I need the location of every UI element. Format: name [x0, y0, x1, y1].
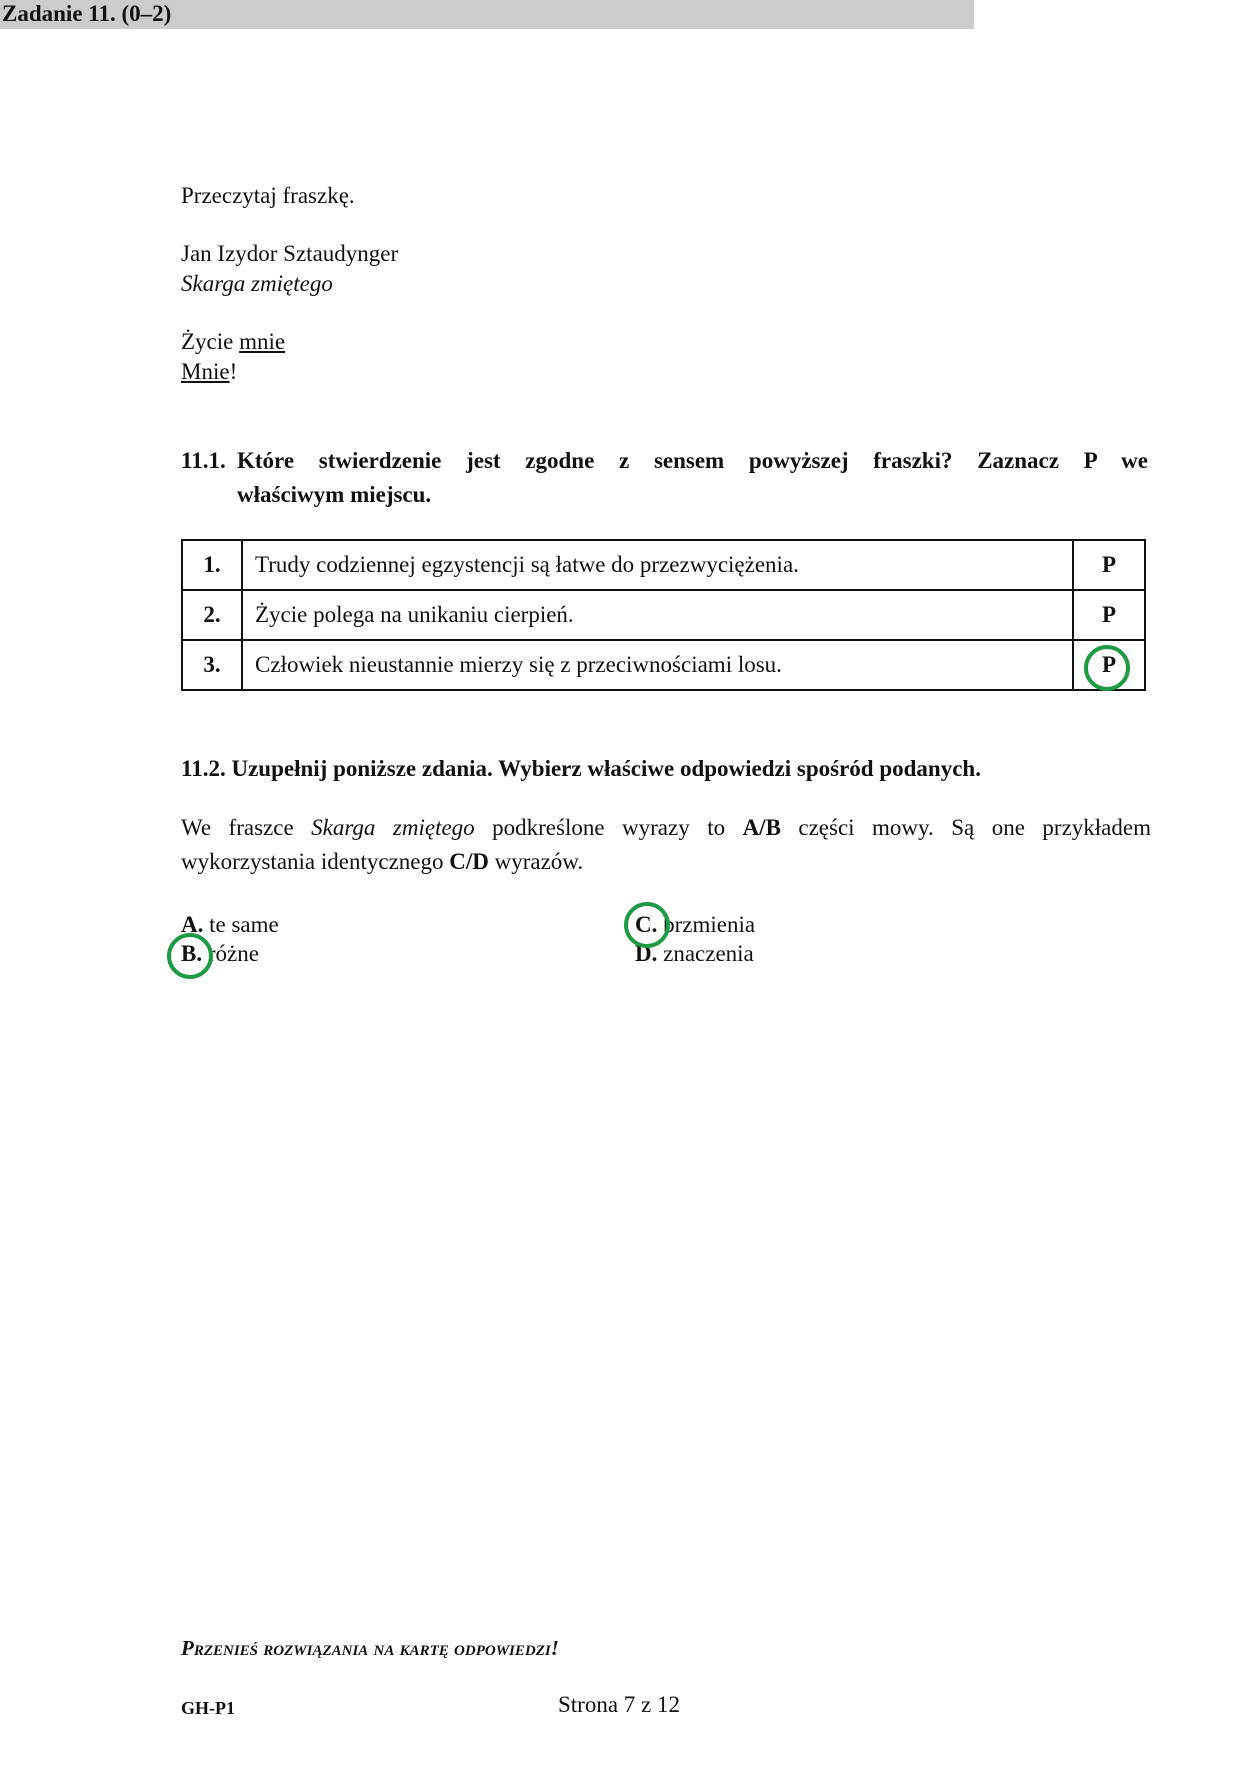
poem-title-ref: Skarga zmiętego [311, 815, 475, 840]
statement: Życie polega na unikaniu cierpień. [242, 590, 1073, 640]
statement: Trudy codziennej egzystencji są łatwe do przezwyciężenia. [242, 540, 1073, 590]
q1-text-line1: Które stwierdzenie jest zgodne z sensem powyższej fraszki? Zaznacz P we [237, 448, 1148, 473]
text: podkreślone wyrazy to [474, 815, 743, 840]
text: We fraszce [181, 815, 312, 840]
q2-sentence-line2 [181, 847, 583, 877]
q2-title: 11.2. Uzupełnij poniższe zdania. Wybierz właściwe odpowiedzi spośród podanych. [181, 756, 981, 781]
text: wyrazów. [488, 849, 584, 874]
table-row [182, 590, 1145, 640]
gap-ab: A/B [742, 815, 781, 840]
poem-author: Jan Izydor Sztaudynger [181, 241, 399, 266]
text: wykorzystania identycznego [181, 849, 450, 874]
option-text: te same [203, 912, 279, 937]
q1-text-line2: właściwym miejscu. [237, 482, 432, 507]
poem-text: ! [229, 359, 238, 384]
page-number: Strona 7 z 12 [558, 1692, 681, 1717]
answer-circle-mark [1084, 645, 1130, 691]
option-text: różne [202, 941, 259, 966]
mark-p-option[interactable]: P [1073, 540, 1145, 590]
option-text: brzmienia [657, 912, 756, 937]
mark-p-option[interactable]: P [1073, 590, 1145, 640]
statement: Człowiek nieustannie mierzy się z przeciwnościami losu. [242, 640, 1073, 690]
q1-number: 11.1. [181, 448, 226, 473]
option-letter: D. [635, 941, 658, 966]
gap-cd: C/D [449, 849, 489, 874]
footer-notice: Przenieś rozwiązania na kartę odpowiedzi! [181, 1636, 559, 1660]
poem-line-1 [181, 327, 285, 357]
table-row [182, 640, 1145, 690]
mark-p-option-selected[interactable]: P [1073, 640, 1145, 690]
q2-sentence-line1 [181, 813, 1151, 843]
text: części mowy. Są one przykładem [780, 815, 1151, 840]
instruction: Przeczytaj fraszkę. [181, 183, 355, 208]
option-text: znaczenia [657, 941, 754, 966]
row-number: 3. [182, 640, 242, 690]
answer-circle-mark [167, 933, 213, 979]
underlined-word: mnie [239, 329, 286, 354]
poem-text: Życie [181, 329, 240, 354]
option-letter: A. [181, 912, 204, 937]
task-title: Zadanie 11. (0–2) [2, 1, 172, 26]
answer-circle-mark [624, 902, 670, 948]
option-letter: B. [181, 941, 203, 966]
table-row [182, 540, 1145, 590]
row-number: 2. [182, 590, 242, 640]
poem-line-2 [181, 357, 237, 387]
poem-title: Skarga zmiętego [181, 271, 333, 296]
task-header [0, 0, 974, 29]
underlined-word: Mnie [181, 359, 230, 384]
row-number: 1. [182, 540, 242, 590]
option-letter: C. [635, 912, 658, 937]
statements-table [181, 539, 1146, 691]
exam-code: GH-P1 [181, 1698, 235, 1718]
